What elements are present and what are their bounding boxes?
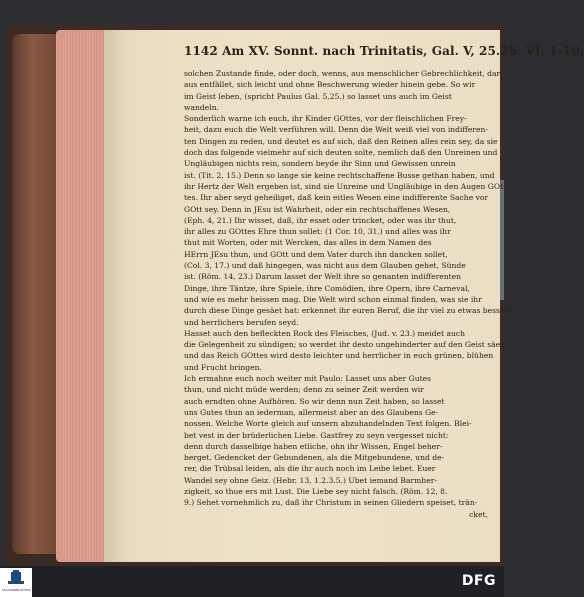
text-line: und herrlichers berufen seyd.	[184, 317, 299, 327]
library-logo-text: STAATSBIBLIOTHEK	[2, 588, 32, 592]
text-line: ihr Hertz der Welt ergeben ist, sind sie Unreine und Ungläubige in den Augen GOt-	[184, 181, 506, 191]
text-line: bet vest in der brüderlichen Liebe. Gastfrey zu seyn vergesset nicht:	[184, 430, 449, 440]
text-line: Ungläubigen nichts rein, sondern beyde ihr Sinn und Gewissen unrein	[184, 159, 456, 169]
text-line: uns Gutes thun an iederman, allermeist aber an des Glaubens Ge-	[184, 407, 439, 417]
text-line: ten Dingen zu reden, und deutet es auf sich, daß den Reinen alles rein sey, da sie	[184, 136, 498, 146]
page-body-text	[184, 68, 512, 520]
text-line: (Col. 3, 17.) und daß hingegen, was nicht aus dem Glauben gehet, Sünde	[184, 261, 466, 271]
text-line: im Geist leben, (spricht Paulus Gal. 5,25.) so lasset uns auch im Geist	[184, 91, 452, 101]
page-header: 1142 Am XV. Sonnt. nach Trinitatis, Gal. V, 25.26. VI, 1-10.	[184, 44, 584, 58]
text-line: solchen Zustande finde, oder doch, wenns, aus menschlicher Gebrechlichkeit, dar-	[184, 69, 503, 78]
book-page	[104, 30, 584, 562]
text-line: thun, und nicht müde werden; denn zu seiner Zeit werden wir	[184, 385, 424, 395]
text-line: 9.) Sehet vornehmlich zu, daß ihr Christum in seinen Gliedern speiset, trän-	[184, 498, 478, 508]
text-line: ihr alles zu GOttes Ehre thun sollet: (1 Cor. 10, 31.) und alles was ihr	[184, 227, 451, 237]
text-line: tes. Ihr aber seyd geheiliget, daß kein eitles Wesen eine indifferente Sache vor	[184, 193, 489, 203]
text-line: Ich ermahne euch noch weiter mit Paulo: Lasset uns aber Gutes	[184, 374, 432, 384]
text-line: Hasset auch den befleckten Rock des Fleisches, (Jud. v. 23.) meidet auch	[184, 328, 466, 338]
catchword: cket,	[469, 509, 488, 519]
text-line: wandeln.	[184, 102, 220, 112]
text-line: denn durch dasselbige haben etliche, ohn ihr Wissen, Engel beher-	[184, 441, 443, 451]
text-line: und Frucht bringen.	[184, 362, 262, 372]
viewer-footer	[0, 566, 504, 597]
text-line: HErrn JEsu thun, und GOtt und dem Vater durch ihn dancken sollet,	[184, 249, 448, 259]
text-line: rer, die Trübsal leiden, als die ihr auch noch im Leibe lebet. Euer	[184, 464, 436, 474]
text-line: zigkeit, so thue ers mit Lust. Die Liebe sey nicht falsch. (Röm. 12, 8.	[184, 486, 448, 496]
library-logo[interactable]	[0, 568, 32, 597]
text-line: die Gelegenheit zu sündigen; so werdet ihr desto ungehinderter auf den Geist säen,	[184, 340, 508, 350]
text-line: Sonderlich warne ich euch, ihr Kinder GOttes, vor der fleischlichen Frey-	[184, 114, 467, 124]
text-line: und das Reich GOttes wird desto leichter und herrlicher in euch grünen, blühen	[184, 351, 494, 361]
text-line: auch erndten ohne Aufhören. So wir denn nun Zeit haben, so lasset	[184, 396, 445, 406]
text-line: GOtt sey. Denn in JEsu ist Wahrheit, oder ein rechtschaffenes Wesen,	[184, 204, 451, 214]
text-line: und wie es mehr heissen mag. Die Welt wird schon einmal finden, was sie ihr	[184, 294, 482, 304]
text-line: ist. (Tit. 2, 15.) Denn so lange sie keine rechtschaffene Busse gethan haben, und	[184, 170, 495, 180]
text-line: aus entfället, sich leicht und ohne Beschwerung wieder hinein gebe. So wir	[184, 80, 476, 90]
text-line: berget. Gedencket der Gebundenen, als die Mitgebundene, und de-	[184, 453, 445, 463]
dfg-logo[interactable]: DFG	[461, 573, 496, 589]
text-line: Dinge, ihre Täntze, ihre Spiele, ihre Comödien, ihre Opern, ihre Carneval,	[184, 283, 470, 293]
text-line: durch diese Dinge gesäet hat: erkennet ihr euren Beruf, die ihr viel zu etwas bessers	[184, 306, 512, 316]
text-line: thut mit Worten, oder mit Wercken, das alles in dem Namen des	[184, 238, 432, 248]
book-spine-edge	[12, 34, 62, 554]
text-line: heit, dazu euch die Welt verführen will. Denn die Welt weiß viel von indifferen-	[184, 125, 488, 135]
text-line: doch das folgende vielmehr auf sich deuten solte, nemlich daß den Unreinen und	[184, 148, 498, 158]
text-line: Wandel sey ohne Geiz. (Hebr. 13, 1.2.3.5.) Ubet iemand Barmher-	[184, 475, 437, 485]
text-line: (Eph. 4, 21.) Ihr wisset, daß, ihr esset oder trincket, oder was ihr thut,	[184, 215, 457, 225]
text-line: nossen. Welche Worte gleich auf unsern abzuhandelnden Text folgen. Blei-	[184, 419, 472, 429]
text-line: ist. (Röm. 14, 23.) Darum lasset der Welt ihre so genanten indifferenten	[184, 272, 462, 282]
library-logo-icon	[0, 568, 32, 588]
page-edges	[56, 30, 110, 562]
